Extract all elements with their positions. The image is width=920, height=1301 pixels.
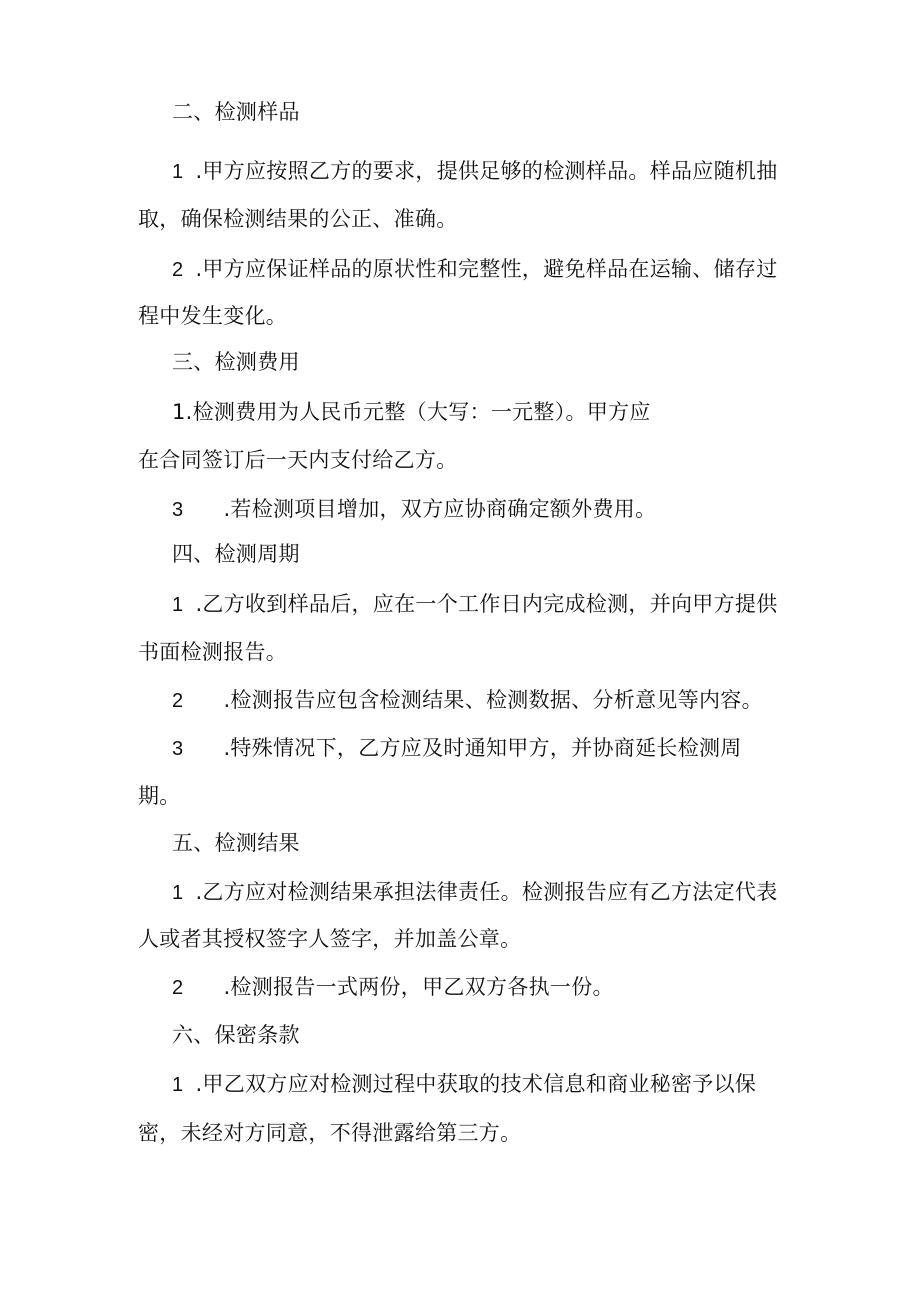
section-heading: 六、保密条款: [172, 1023, 300, 1047]
clause-number: 3: [172, 738, 184, 760]
clause-number: 1: [172, 882, 184, 904]
clause-line: [172, 878, 778, 907]
clause-line: [172, 734, 742, 763]
section-heading: 二、检测样品: [172, 100, 300, 124]
clause-text: .若检测项目增加，双方应协商确定额外费用。: [223, 497, 657, 521]
clause-text: .检测报告应包含检测结果、检测数据、分析意见等内容。: [223, 688, 763, 712]
clause-text: 1.检测费用为人民币元整（大写：一元整）。甲方应: [172, 400, 651, 424]
clause-line: [172, 686, 763, 715]
clause-line: [172, 590, 778, 619]
clause-number: 2: [172, 259, 184, 281]
clause-continuation: 取，确保检测结果的公正、准确。: [138, 207, 458, 231]
clause-number: 1: [172, 161, 184, 183]
clause-line: [172, 255, 778, 284]
clause-text: .甲方应按照乙方的要求，提供足够的检测样品。样品应随机抽: [195, 159, 778, 183]
clause-number: 2: [172, 690, 184, 712]
clause-line: [172, 157, 778, 186]
clause-continuation: 人或者其授权签字人签字，并加盖公章。: [138, 927, 522, 951]
clause-number: 3: [172, 499, 184, 521]
clause-text: .乙方应对检测结果承担法律责任。检测报告应有乙方法定代表: [195, 880, 778, 904]
clause-text: .甲乙双方应对检测过程中获取的技术信息和商业秘密予以保: [195, 1072, 757, 1096]
clause-line: [172, 495, 656, 524]
clause-number: 2: [172, 977, 184, 999]
clause-continuation: 程中发生变化。: [138, 304, 288, 328]
clause-continuation: 在合同签订后一天内支付给乙方。: [138, 448, 458, 472]
clause-number: 1: [172, 594, 184, 616]
section-heading: 五、检测结果: [172, 831, 300, 855]
clause-text: .特殊情况下，乙方应及时通知甲方，并协商延长检测周: [223, 736, 742, 760]
section-heading: 四、检测周期: [172, 542, 300, 566]
clause-continuation: 密，未经对方同意，不得泄露给第三方。: [138, 1121, 522, 1145]
clause-continuation: 期。: [138, 784, 181, 808]
clause-text: .乙方收到样品后，应在一个工作日内完成检测，并向甲方提供: [195, 592, 778, 616]
clause-text: .检测报告一式两份，甲乙双方各执一份。: [223, 975, 614, 999]
clause-number: 1: [172, 1074, 184, 1096]
clause-continuation: 书面检测报告。: [138, 640, 288, 664]
clause-line: [172, 1070, 756, 1099]
clause-line: [172, 973, 614, 1002]
section-heading: 三、检测费用: [172, 350, 300, 374]
clause-text: .甲方应保证样品的原状性和完整性，避免样品在运输、储存过: [195, 257, 778, 281]
